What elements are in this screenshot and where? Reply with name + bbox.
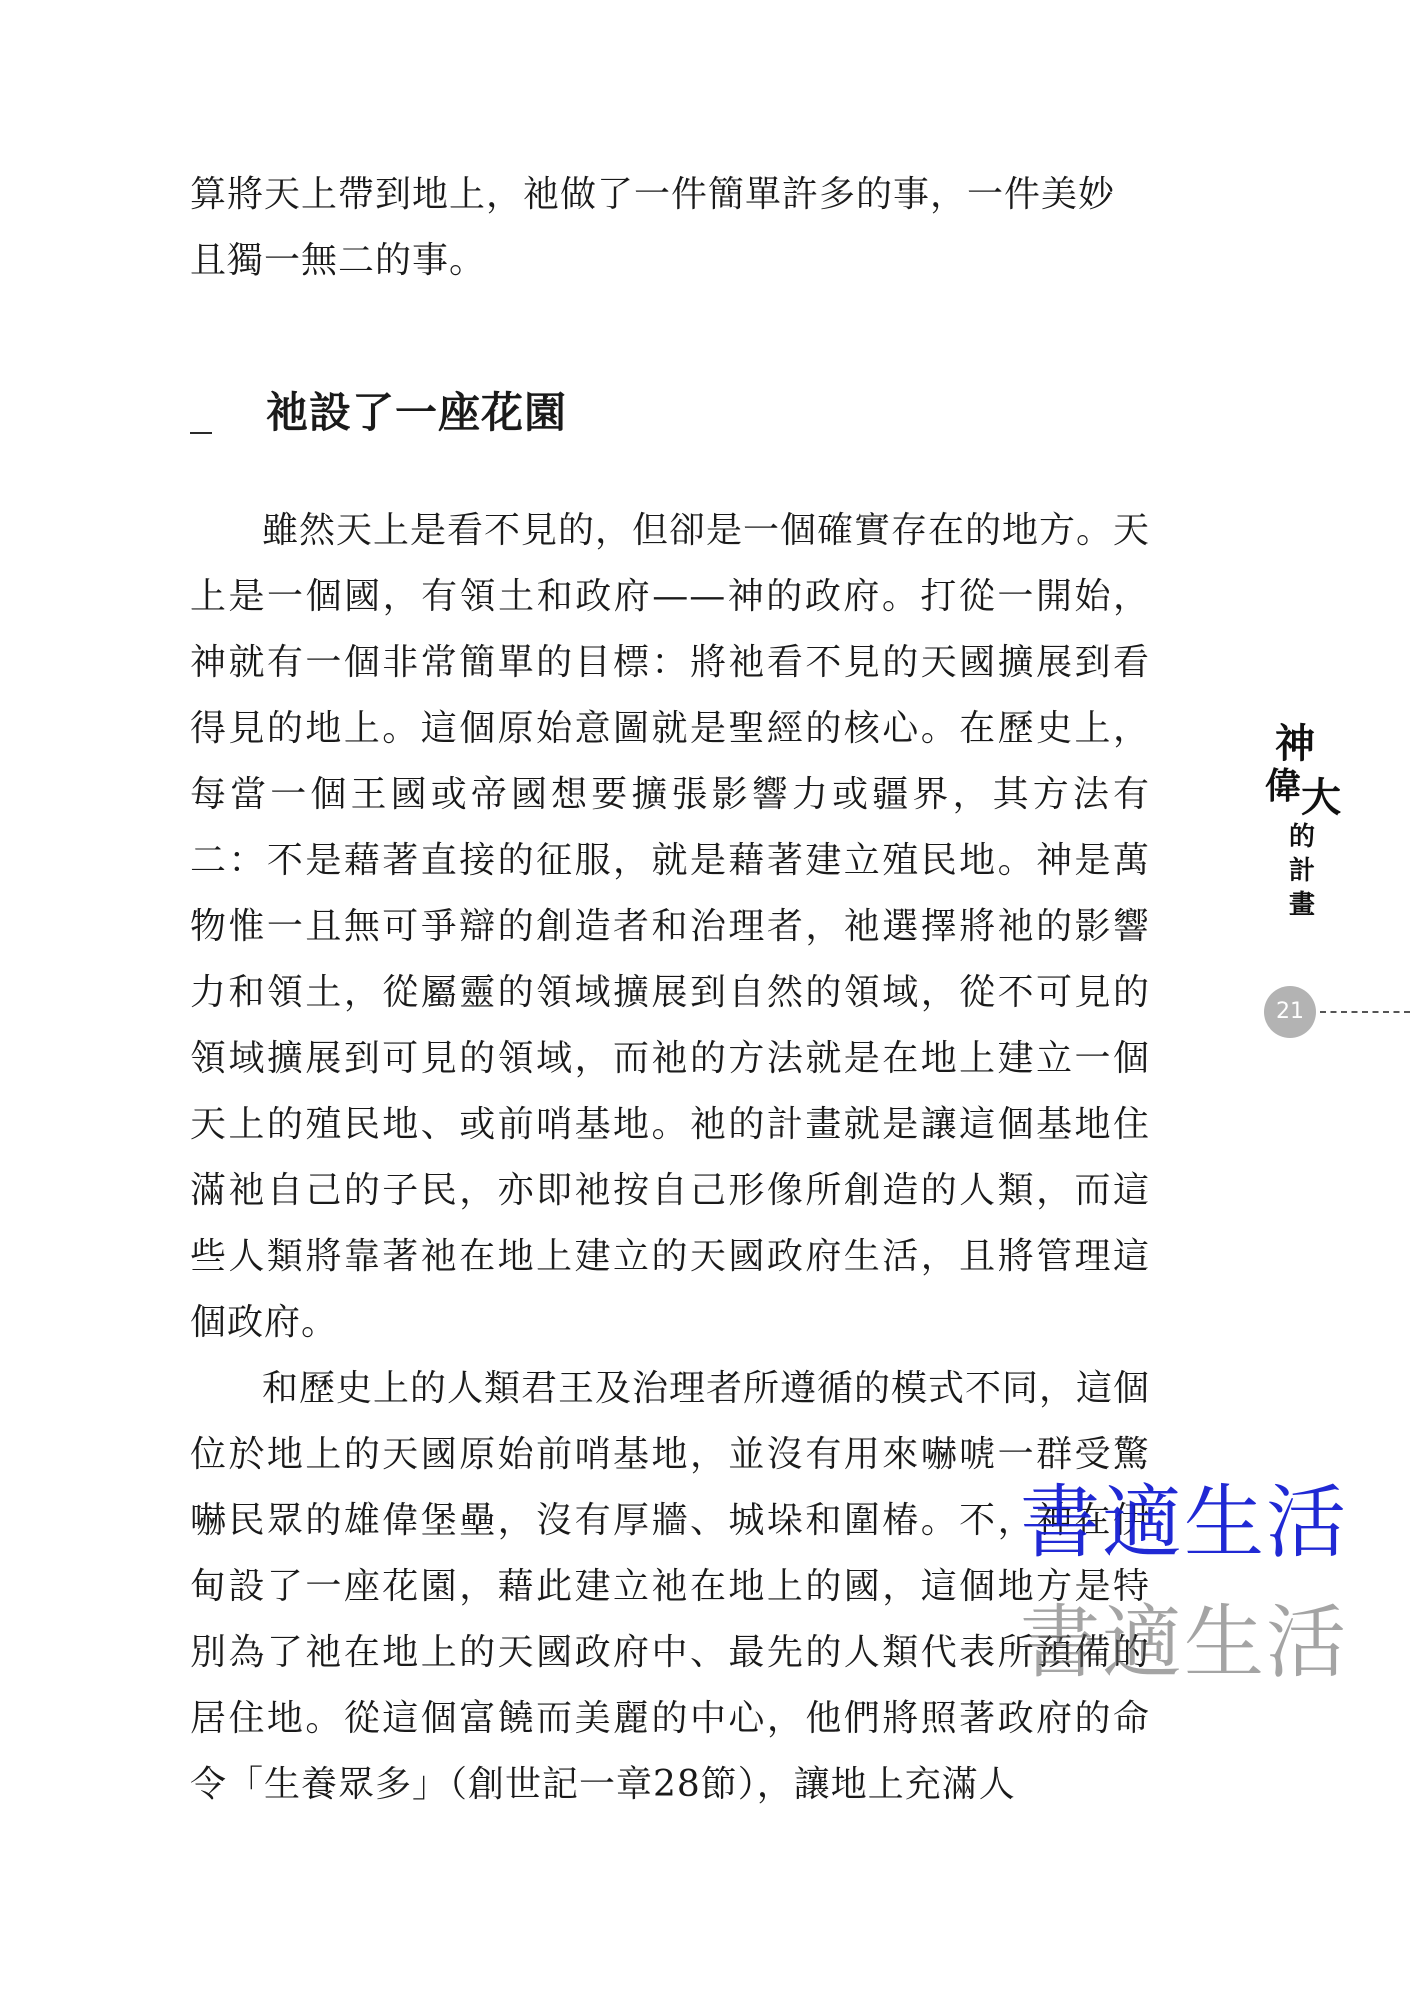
paragraph-1: 雖然天上是看不見的，但卻是一個確實存在的地方。天上是一個國，有領土和政府——神的政府。打從一開始，神就有一個非常簡單的目標：將祂看不見的天國擴展到看得見的地上。這個原始意圖就是聖經的核心。在歷史上，每當一個王國或帝國想要擴張影響力或疆界，其方法有二：不是藉著直接的征服，就是藉著建立殖民地。神是萬物惟一且無可爭辯的創造者和治理者，祂選擇將祂的影響力和領土，從屬靈的領域擴展到自然的領域，從不可見的領域擴展到可見的領域，而祂的方法就是在地上建立一個天上的殖民地、或前哨基地。祂的計畫就是讓這個基地住滿祂自己的子民，亦即祂按自己形像所創造的人類，而這些人類將靠著祂在地上建立的天國政府生活，且將管理這個政府。	[190, 510, 1151, 1343]
intro-line-1: 算將天上帶到地上，祂做了一件簡單許多的事，一件美妙	[190, 174, 1116, 215]
side-title-char-5: 計	[1289, 856, 1316, 886]
body-text	[190, 498, 1150, 1818]
side-title-char-4: 的	[1289, 822, 1316, 852]
side-title-char-6: 畫	[1289, 890, 1316, 920]
side-title-char-3: 大	[1301, 775, 1341, 821]
side-title-char-2: 偉	[1265, 766, 1302, 807]
paragraph-2: 和歷史上的人類君王及治理者所遵循的模式不同，這個位於地上的天國原始前哨基地，並沒有用來嚇唬一群受驚嚇民眾的雄偉堡壘，沒有厚牆、城垛和圍椿。不，神在伊甸設了一座花園，藉此建立祂在地上的國，這個地方是特別為了祂在地上的天國政府中、最先的人類代表所預備的居住地。從這個富饒而美麗的中心，他們將照著政府的命令「生養眾多」（創世記一章28節），讓地上充滿人	[190, 1368, 1151, 1805]
watermark-gray: 書適生活	[1020, 1596, 1348, 1689]
intro-text	[190, 162, 1150, 294]
watermark-blue: 書適生活	[1020, 1476, 1348, 1569]
section-heading: 祂設了一座花園	[266, 388, 568, 437]
side-book-title	[1265, 712, 1345, 922]
section-dash	[190, 432, 212, 434]
side-title-char-1: 神	[1275, 721, 1315, 767]
page-number-badge: 21	[1264, 986, 1316, 1038]
page-number-leader	[1320, 1011, 1410, 1013]
intro-line-2: 且獨一無二的事。	[190, 240, 487, 281]
